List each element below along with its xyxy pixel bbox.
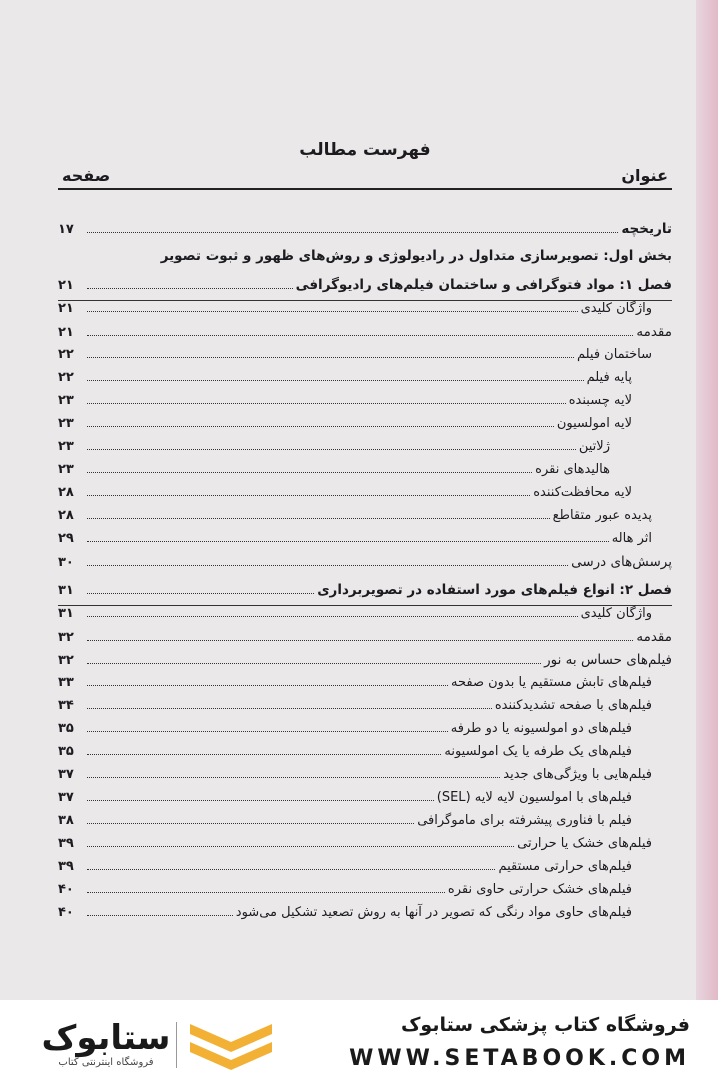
toc-entry: فیلم‌های تابش مستقیم یا بدون صفحه ۳۳ [58, 675, 652, 690]
shop-name: فروشگاه کتاب پزشکی ستابوک [400, 1014, 690, 1036]
toc-entry: پرسش‌های درسی ۳۰ [58, 554, 672, 570]
part-heading: بخش اول: تصویرسازی متداول در رادیولوژی و روش‌های ظهور و ثبوت تصویر [160, 248, 672, 264]
toc-entry: تاریخچه ۱۷ [58, 221, 672, 237]
toc-entry: واژگان کلیدی ۲۱ [58, 301, 652, 316]
chevron-logo-icon [186, 1018, 276, 1074]
toc-entry: فیلم‌های حاوی مواد رنگی که تصویر در آنها به روش تصعید تشکیل می‌شود ۴۰ [58, 905, 632, 920]
toc-entry: فیلم‌های خشک حرارتی حاوی نقره ۴۰ [58, 882, 632, 897]
toc-entry: فیلم‌هایی با ویژگی‌های جدید ۳۷ [58, 767, 652, 782]
toc-entry: فیلم‌های با امولسیون لایه لایه (SEL) ۳۷ [58, 790, 632, 805]
toc-entry: فیلم با فناوری پیشرفته برای ماموگرافی ۳۸ [58, 813, 632, 828]
toc-entry: فیلم‌های حساس به نور ۳۲ [58, 652, 672, 668]
toc-column-headers [58, 166, 672, 190]
store-banner [0, 1000, 718, 1080]
column-title-header: عنوان [621, 166, 668, 185]
toc-entry: ژلاتین ۲۳ [58, 439, 610, 454]
logo-divider [176, 1022, 177, 1068]
toc-entry: لایه امولسیون ۲۳ [58, 416, 632, 431]
setabook-logo-wordmark: ستابوک فروشگاه اینترنتی کتاب [41, 1018, 171, 1068]
toc-entry: لایه محافظت‌کننده ۲۸ [58, 485, 632, 500]
column-page-header: صفحه [62, 166, 111, 185]
toc-entry: فیلم‌های حرارتی مستقیم ۳۹ [58, 859, 632, 874]
toc-entry: فیلم‌های با صفحه تشدیدکننده ۳۴ [58, 698, 652, 713]
toc-entry: فیلم‌های دو امولسیونه یا دو طرفه ۳۵ [58, 721, 632, 736]
toc-entry: ساختمان فیلم ۲۲ [58, 347, 652, 362]
toc-entry: فیلم‌های یک طرفه یا یک امولسیونه ۳۵ [58, 744, 632, 759]
chapter-heading: فصل ۱: مواد فتوگرافی و ساختمان فیلم‌های رادیوگرافی ۲۱ [58, 277, 672, 301]
toc-entry: هالیدهای نقره ۲۳ [58, 462, 610, 477]
toc-entry: لایه چسبنده ۲۳ [58, 393, 632, 408]
toc-title: فهرست مطالب [299, 140, 431, 160]
toc-entry: مقدمه ۲۱ [58, 324, 672, 340]
shop-url[interactable]: WWW.SETABOOK.COM [349, 1046, 690, 1071]
toc-entry: اثر هاله ۲۹ [58, 531, 652, 546]
toc-entry: فیلم‌های خشک یا حرارتی ۳۹ [58, 836, 652, 851]
page-edge [696, 0, 718, 1000]
chapter-heading: فصل ۲: انواع فیلم‌های مورد استفاده در تصویربرداری ۳۱ [58, 582, 672, 606]
table-of-contents [58, 140, 672, 928]
toc-entry: واژگان کلیدی ۳۱ [58, 606, 652, 621]
toc-entries [58, 221, 672, 928]
toc-entry: پایه فیلم ۲۲ [58, 370, 632, 385]
toc-entry: مقدمه ۳۲ [58, 629, 672, 645]
toc-entry: پدیده عبور متقاطع ۲۸ [58, 508, 652, 523]
